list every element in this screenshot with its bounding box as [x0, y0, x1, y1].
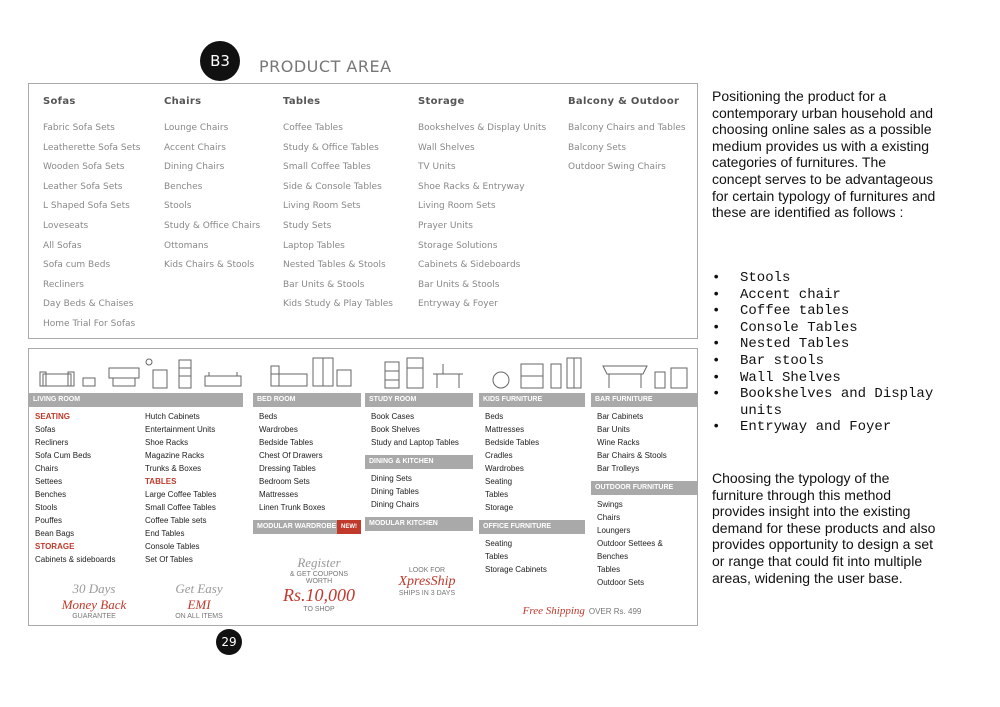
menu-link[interactable]: Storage Cabinets	[485, 565, 547, 574]
menu-link[interactable]: Set Of Tables	[145, 555, 193, 564]
bullet-icon: •	[712, 270, 721, 286]
category-header[interactable]	[591, 481, 697, 495]
menu-link[interactable]: Small Coffee Tables	[145, 503, 216, 512]
menu-link[interactable]: Tables	[485, 552, 509, 561]
menu-link[interactable]: Sofa Cum Beds	[35, 451, 92, 460]
menu-link[interactable]: Coffee Tables	[283, 123, 343, 133]
menu-link[interactable]: Bar Cabinets	[597, 412, 644, 421]
typology-label: Console Tables	[740, 319, 858, 336]
promo-banner[interactable]	[519, 601, 649, 619]
typology-list-item	[712, 370, 942, 387]
menu-link[interactable]: Wardrobes	[485, 464, 524, 473]
typology-list-item	[712, 336, 942, 353]
bullet-icon: •	[712, 303, 721, 320]
menu-link[interactable]: Bedside Tables	[485, 438, 540, 447]
menu-link[interactable]: Bedside Tables	[259, 438, 314, 447]
menu-link[interactable]: Cabinets & sideboards	[35, 555, 116, 564]
promo-banner[interactable]	[265, 555, 373, 613]
menu-link[interactable]: Study Sets	[283, 220, 332, 231]
bottom-menu-column	[479, 393, 585, 576]
bar-counter-icon	[599, 354, 694, 394]
menu-link[interactable]: Cabinets & Sideboards	[418, 260, 521, 271]
kids-icons	[487, 354, 597, 394]
storage-icons	[149, 354, 259, 394]
sofa-icon	[37, 354, 157, 394]
bullet-icon: •	[712, 286, 721, 303]
menu-link[interactable]: Chairs	[35, 464, 59, 473]
menu-link[interactable]: Living Room Sets	[418, 201, 496, 212]
typology-list-item	[712, 287, 942, 304]
promo-text: Free Shipping	[522, 605, 585, 617]
menu-link[interactable]: Laptop Tables	[283, 240, 345, 251]
menu-link[interactable]: Bar Chairs & Stools	[597, 451, 667, 460]
category-header-continuation	[139, 393, 243, 407]
category-header[interactable]: KIDS FURNITURE	[479, 393, 585, 407]
bullet-icon: •	[712, 369, 721, 386]
typology-list-item	[712, 386, 942, 419]
menu-link[interactable]: Chairs	[597, 513, 621, 522]
typology-list-item	[712, 303, 942, 320]
menu-column-storage	[418, 96, 546, 318]
promo-text: TO SHOP	[303, 606, 335, 613]
menu-column-chairs	[164, 96, 260, 279]
menu-link[interactable]: Storage Solutions	[418, 240, 498, 251]
subcategory-heading[interactable]: TABLES	[145, 477, 177, 486]
menu-link[interactable]: Dining Chairs	[371, 500, 420, 509]
menu-link[interactable]: Benches	[164, 181, 203, 192]
menu-link[interactable]: Bar Units & Stools	[283, 279, 365, 290]
cabinet-icon	[149, 354, 259, 394]
menu-link[interactable]: Stools	[35, 503, 58, 512]
menu-link[interactable]: Kids Chairs & Stools	[164, 260, 255, 271]
category-header-label: MODULAR WARDROBE	[257, 523, 337, 530]
menu-link[interactable]: Entryway & Foyer	[418, 299, 498, 310]
bunk-bed-icon	[487, 354, 597, 394]
menu-link[interactable]: Book Shelves	[371, 425, 420, 434]
subcategory-heading[interactable]: SEATING	[35, 412, 70, 421]
menu-link[interactable]: Dining Tables	[371, 487, 419, 496]
menu-link[interactable]: Beds	[259, 412, 278, 421]
menu-column-tables	[283, 96, 393, 318]
promo-text: OVER Rs. 499	[588, 607, 642, 616]
menu-link[interactable]: Sofa cum Beds	[43, 260, 111, 271]
section-badge: B3	[200, 41, 240, 81]
menu-link[interactable]: Magazine Racks	[145, 451, 205, 460]
bottom-category-menu	[28, 348, 698, 626]
menu-column-heading[interactable]: Balcony & Outdoor	[568, 96, 680, 107]
menu-link[interactable]: Small Coffee Tables	[283, 162, 371, 173]
menu-link[interactable]: Leather Sofa Sets	[43, 181, 123, 192]
bed-icon	[265, 354, 355, 394]
menu-link[interactable]: Loveseats	[43, 220, 89, 231]
category-header[interactable]	[365, 455, 473, 469]
menu-link[interactable]: Wooden Sofa Sets	[43, 162, 125, 173]
bullet-icon: •	[712, 352, 721, 369]
promo-banner[interactable]	[39, 581, 149, 620]
bullet-icon: •	[712, 419, 721, 436]
menu-link[interactable]: Hutch Cabinets	[145, 412, 200, 421]
category-header-label: DINING & KITCHEN	[369, 458, 434, 465]
menu-link[interactable]: Shoe Racks	[145, 438, 189, 447]
menu-link[interactable]: Chest Of Drawers	[259, 451, 323, 460]
bottom-menu-column	[139, 393, 243, 566]
menu-link[interactable]: Recliners	[43, 279, 84, 290]
menu-link[interactable]: Outdoor Settees &	[597, 539, 663, 548]
top-category-menu	[28, 83, 698, 339]
menu-column-heading[interactable]: Sofas	[43, 96, 76, 107]
menu-link[interactable]: Recliners	[35, 438, 69, 447]
bullet-icon: •	[712, 319, 721, 336]
menu-link[interactable]: Prayer Units	[418, 220, 473, 231]
menu-link[interactable]: Fabric Sofa Sets	[43, 123, 115, 133]
typology-list-item	[712, 320, 942, 337]
menu-link[interactable]: Shoe Racks & Entryway	[418, 181, 525, 192]
menu-link[interactable]: Wardrobes	[259, 425, 298, 434]
bedroom-icons	[265, 354, 355, 394]
typology-label: Wall Shelves	[740, 369, 841, 386]
menu-link[interactable]: Bar Units & Stools	[418, 279, 500, 290]
menu-link[interactable]: End Tables	[145, 529, 185, 538]
category-header[interactable]: BED ROOM	[253, 393, 361, 407]
menu-link[interactable]: Kids Study & Play Tables	[283, 299, 393, 310]
menu-column-sofas	[43, 96, 140, 338]
menu-link[interactable]: Coffee Table sets	[145, 516, 207, 525]
menu-link[interactable]: All Sofas	[43, 240, 82, 251]
new-badge: NEW!	[337, 520, 361, 534]
promo-text: Money Back	[61, 597, 127, 612]
intro-paragraph: Positioning the product for a contemporary urban household and choosing online sales as a possible medium provides us with a existing categories of furnitures. The concept serves to be advantageous for certain typology of furnitures and these are identified as follows :	[712, 88, 936, 221]
living-room-icons	[37, 354, 157, 394]
promo-banner[interactable]	[377, 567, 477, 597]
menu-link[interactable]: Bean Bags	[35, 529, 75, 538]
furniture-icon-row	[29, 354, 697, 394]
outro-paragraph: Choosing the typology of the furniture through this method provides insight into the existing demand for these products and also provides opportunity to design a set or range that could fit into multiple areas, widening the user base.	[712, 470, 936, 586]
bottom-menu-column	[365, 393, 473, 534]
menu-column-heading[interactable]: Tables	[283, 96, 321, 107]
menu-link[interactable]: Wall Shelves	[418, 142, 475, 153]
promo-text: LOOK FOR	[408, 567, 446, 574]
menu-link[interactable]: Mattresses	[259, 490, 299, 499]
menu-link[interactable]: Side & Console Tables	[283, 181, 382, 192]
bottom-menu-column	[253, 393, 361, 537]
menu-link[interactable]: L Shaped Sofa Sets	[43, 201, 130, 212]
subcategory-heading[interactable]: STORAGE	[35, 542, 75, 551]
promo-text: XpresShip	[398, 574, 456, 589]
menu-link[interactable]: Accent Chairs	[164, 142, 226, 153]
menu-column-heading[interactable]: Storage	[418, 96, 465, 107]
menu-link[interactable]: Outdoor Sets	[597, 578, 645, 587]
promo-text: 30 Days	[72, 581, 116, 596]
menu-link[interactable]: Seating	[485, 539, 513, 548]
typology-label: Bookshelves and Display units	[740, 386, 934, 419]
menu-link[interactable]: Wine Racks	[597, 438, 640, 447]
category-header[interactable]	[253, 520, 361, 534]
menu-link[interactable]: Bar Trolleys	[597, 464, 640, 473]
menu-link[interactable]: Cradles	[485, 451, 513, 460]
menu-link[interactable]: Bar Units	[597, 425, 630, 434]
menu-link[interactable]: Sofas	[35, 425, 56, 434]
menu-link[interactable]: Dining Sets	[371, 474, 412, 483]
menu-link[interactable]: Living Room Sets	[283, 201, 361, 212]
typology-list-item	[712, 353, 942, 370]
menu-link[interactable]: Seating	[485, 477, 513, 486]
menu-link[interactable]: Leatherette Sofa Sets	[43, 142, 141, 153]
bottom-menu-column	[29, 393, 139, 566]
category-header[interactable]: STUDY ROOM	[365, 393, 473, 407]
category-header[interactable]: MODULAR KITCHEN	[365, 517, 473, 531]
promo-text: ON ALL ITEMS	[175, 613, 223, 620]
bookshelf-icon	[377, 354, 477, 394]
menu-link[interactable]: Study & Office Chairs	[164, 220, 261, 231]
typology-label: Nested Tables	[740, 336, 850, 353]
menu-link[interactable]: Loungers	[597, 526, 631, 535]
promo-text: Register	[297, 555, 341, 570]
typology-list-item	[712, 270, 942, 287]
menu-link[interactable]: Entertainment Units	[145, 425, 216, 434]
menu-link[interactable]: Tables	[485, 490, 509, 499]
menu-link[interactable]: Balcony Chairs and Tables	[568, 123, 686, 133]
promo-text: WORTH	[305, 578, 333, 585]
menu-link[interactable]: Mattresses	[485, 425, 525, 434]
typology-label: Entryway and Foyer	[740, 419, 892, 436]
menu-link[interactable]: Pouffes	[35, 516, 62, 525]
category-header-label: OFFICE FURNITURE	[483, 523, 552, 530]
typology-label: Bar stools	[740, 352, 825, 369]
category-header[interactable]: LIVING ROOM	[29, 393, 139, 407]
menu-link[interactable]: Outdoor Swing Chairs	[568, 162, 666, 173]
promo-banner[interactable]	[149, 581, 249, 620]
menu-link[interactable]: Day Beds & Chaises	[43, 299, 134, 310]
promo-text: Get Easy	[175, 581, 223, 596]
menu-link[interactable]: Dressing Tables	[259, 464, 316, 473]
menu-link[interactable]: Tables	[597, 565, 621, 574]
menu-link[interactable]: Beds	[485, 412, 504, 421]
menu-link[interactable]: Study and Laptop Tables	[371, 438, 459, 447]
bar-icons	[599, 354, 694, 394]
menu-link[interactable]: Balcony Sets	[568, 142, 627, 153]
menu-link[interactable]: Bookshelves & Display Units	[418, 123, 547, 133]
menu-link[interactable]: Benches	[35, 490, 67, 499]
menu-link[interactable]: Bedroom Sets	[259, 477, 310, 486]
menu-link[interactable]: TV Units	[418, 162, 456, 173]
bullet-icon: •	[712, 386, 721, 403]
page-number: 29	[216, 629, 242, 655]
category-header[interactable]: BAR FURNITURE	[591, 393, 697, 407]
menu-link[interactable]: Lounge Chairs	[164, 123, 229, 133]
menu-link[interactable]: Nested Tables & Stools	[283, 260, 386, 271]
promo-text: EMI	[187, 597, 211, 612]
menu-link[interactable]: Stools	[164, 201, 192, 212]
menu-link[interactable]: Swings	[597, 500, 623, 509]
menu-link[interactable]: Linen Trunk Boxes	[259, 503, 326, 512]
menu-link[interactable]: Dining Chairs	[164, 162, 225, 173]
typology-label: Stools	[740, 270, 791, 286]
promo-text: Rs.10,000	[283, 585, 355, 605]
category-header-label: OUTDOOR FURNITURE	[595, 484, 674, 491]
menu-link[interactable]: Benches	[597, 552, 629, 561]
menu-link[interactable]: Book Cases	[371, 412, 415, 421]
section-title: PRODUCT AREA	[259, 57, 392, 76]
menu-column-balcony-outdoor	[568, 96, 686, 181]
promo-text: SHIPS IN 3 DAYS	[398, 590, 456, 597]
bullet-icon: •	[712, 336, 721, 353]
menu-link[interactable]: Storage	[485, 503, 514, 512]
menu-link[interactable]: Home Trial For Sofas	[43, 318, 136, 329]
promo-text: GUARANTEE	[72, 613, 116, 620]
menu-link[interactable]: Trunks & Boxes	[145, 464, 202, 473]
typology-list	[712, 270, 942, 436]
menu-link[interactable]: Console Tables	[145, 542, 200, 551]
menu-link[interactable]: Large Coffee Tables	[145, 490, 217, 499]
study-icons	[377, 354, 477, 394]
menu-link[interactable]: Settees	[35, 477, 63, 486]
promo-text: & GET COUPONS	[289, 571, 349, 578]
typology-label: Accent chair	[740, 286, 841, 303]
typology-list-item	[712, 419, 942, 436]
bottom-menu-column	[591, 393, 697, 589]
menu-link[interactable]: Ottomans	[164, 240, 209, 251]
menu-column-heading[interactable]: Chairs	[164, 96, 202, 107]
typology-label: Coffee tables	[740, 303, 850, 320]
category-header[interactable]	[479, 520, 585, 534]
menu-link[interactable]: Study & Office Tables	[283, 142, 379, 153]
